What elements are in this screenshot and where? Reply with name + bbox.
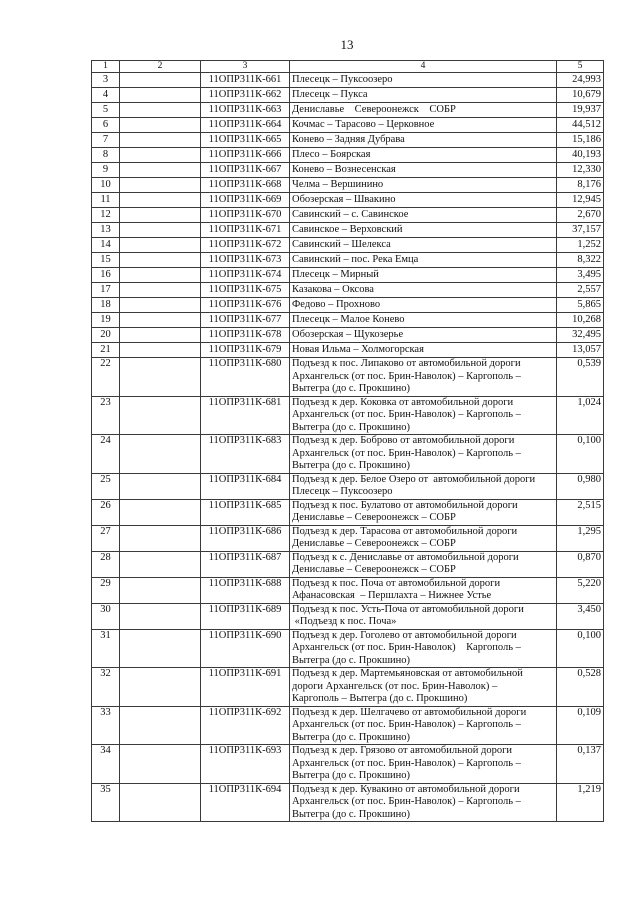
road-name-line: Новая Ильма – Холмогорская [292,344,424,355]
road-name-line: Дениславье – Североонежск – СОБР [292,564,456,575]
road-name-cell [290,396,557,435]
table-row [92,163,604,178]
row-number-cell: 14 [92,238,120,253]
road-name-line: Дениславье Североонежск СОБР [292,104,456,115]
empty-cell [120,551,201,577]
table-row [92,298,604,313]
road-name-line: Вытегра (до с. Прокшино) [292,731,411,743]
road-name-line: Плесецк – Пукса [292,89,368,100]
road-name-line: Федово – Прохново [292,299,381,310]
road-name-cell [290,163,557,178]
road-name-line: Дениславье – Североонежск – СОБР [292,512,456,523]
road-name-cell [290,148,557,163]
road-name-cell [290,133,557,148]
road-name-cell [290,745,557,784]
road-name-line: Подъезд к дер. Тарасова от автомобильной дороги [292,525,518,537]
road-name-line: Плесецк – Пуксоозеро [292,486,393,497]
table-row [92,343,604,358]
road-length-cell: 37,157 [557,223,604,238]
road-name-line: Вытегра (до с. Прокшино) [292,421,411,433]
road-length-cell: 10,679 [557,88,604,103]
road-length-cell: 32,495 [557,328,604,343]
empty-cell [120,525,201,551]
road-name-line: Каргополь – Вытегра (до с. Прокшино) [292,693,468,704]
road-name-cell [290,499,557,525]
empty-cell [120,473,201,499]
road-length-cell: 2,557 [557,283,604,298]
row-number-cell: 20 [92,328,120,343]
road-name-line: Подъезд к дер. Гоголево от автомобильной дороги [292,629,517,641]
empty-cell [120,603,201,629]
road-length-cell: 40,193 [557,148,604,163]
header-cell-4: 4 [290,61,557,73]
road-name-cell [290,473,557,499]
road-length-cell: 1,252 [557,238,604,253]
road-length-cell: 44,512 [557,118,604,133]
road-length-cell: 0,980 [557,473,604,499]
row-number-cell: 30 [92,603,120,629]
road-code-cell: 11ОПР311К-678 [201,328,290,343]
road-code-cell: 11ОПР311К-686 [201,525,290,551]
road-name-line: Подъезд к пос. Булатово от автомобильной дороги [292,499,518,511]
road-code-cell: 11ОПР311К-669 [201,193,290,208]
road-code-cell: 11ОПР311К-672 [201,238,290,253]
road-name-cell [290,73,557,88]
road-name-cell [290,103,557,118]
header-cell-1: 1 [92,61,120,73]
road-list-table [91,60,604,822]
header-cell-5: 5 [557,61,604,73]
row-number-cell: 13 [92,223,120,238]
row-number-cell: 5 [92,103,120,118]
road-length-cell: 5,220 [557,577,604,603]
table-row [92,268,604,283]
row-number-cell: 29 [92,577,120,603]
road-name-cell [290,603,557,629]
table-row [92,577,604,603]
road-length-cell: 12,330 [557,163,604,178]
road-name-line: Плесецк – Пуксоозеро [292,74,393,85]
road-name-line: Савинский – пос. Река Емца [292,254,419,265]
road-code-cell: 11ОПР311К-687 [201,551,290,577]
road-name-cell [290,298,557,313]
road-name-cell [290,783,557,822]
row-number-cell: 35 [92,783,120,822]
empty-cell [120,298,201,313]
road-name-cell [290,193,557,208]
header-cell-3: 3 [201,61,290,73]
road-length-cell: 0,870 [557,551,604,577]
road-name-cell [290,551,557,577]
road-name-line: Архангельск (от пос. Брин-Наволок) Каргополь – [292,642,521,653]
table-row [92,253,604,268]
road-name-line: Подъезд к дер. Кувакино от автомобильной дороги [292,783,520,795]
road-name-line: Подъезд к с. Дениславье от автомобильной дороги [292,551,519,563]
road-name-cell [290,358,557,397]
road-name-line: Вытегра (до с. Прокшино) [292,654,411,666]
road-name-line: Архангельск (от пос. Брин-Наволок) – Каргополь – [292,447,521,459]
table-row [92,103,604,118]
road-name-line: Дениславье – Североонежск – СОБР [292,538,456,549]
road-name-line: Подъезд к пос. Усть-Поча от автомобильной дороги [292,603,524,615]
road-name-cell [290,706,557,745]
road-code-cell: 11ОПР311К-681 [201,396,290,435]
page-number: 13 [340,37,354,52]
road-name-line: Обозерская – Швакино [292,194,396,205]
road-name-cell [290,577,557,603]
row-number-cell: 22 [92,358,120,397]
table-row [92,313,604,328]
table-row [92,208,604,223]
empty-cell [120,148,201,163]
road-name-line: Афанасовская – Першлахта – Нижнее Устье [292,590,492,601]
road-name-cell [290,118,557,133]
road-length-cell: 8,176 [557,178,604,193]
road-code-cell: 11ОПР311К-665 [201,133,290,148]
empty-cell [120,499,201,525]
empty-cell [120,73,201,88]
row-number-cell: 4 [92,88,120,103]
road-code-cell: 11ОПР311К-671 [201,223,290,238]
row-number-cell: 27 [92,525,120,551]
road-name-line: Конево – Задняя Дубрава [292,134,405,145]
road-name-line: «Подъезд к пос. Поча» [292,616,397,627]
road-name-line: Савинский – Шелекса [292,239,391,250]
empty-cell [120,328,201,343]
table-row [92,73,604,88]
empty-cell [120,283,201,298]
road-name-cell [290,525,557,551]
table-row [92,473,604,499]
row-number-cell: 12 [92,208,120,223]
road-name-line: Вытегра (до с. Прокшино) [292,460,411,471]
road-code-cell: 11ОПР311К-691 [201,668,290,707]
road-code-cell: 11ОПР311К-664 [201,118,290,133]
road-name-cell [290,343,557,358]
road-code-cell: 11ОПР311К-688 [201,577,290,603]
empty-cell [120,313,201,328]
road-name-line: Подъезд к пос. Поча от автомобильной дороги [292,577,501,589]
road-code-cell: 11ОПР311К-684 [201,473,290,499]
road-code-cell: 11ОПР311К-668 [201,178,290,193]
road-code-cell: 11ОПР311К-676 [201,298,290,313]
row-number-cell: 9 [92,163,120,178]
row-number-cell: 10 [92,178,120,193]
road-code-cell: 11ОПР311К-685 [201,499,290,525]
road-code-cell: 11ОПР311К-674 [201,268,290,283]
road-length-cell: 0,528 [557,668,604,707]
empty-cell [120,396,201,435]
road-code-cell: 11ОПР311К-673 [201,253,290,268]
road-length-cell: 3,450 [557,603,604,629]
road-name-cell [290,668,557,707]
road-name-line: Архангельск (от пос. Брин-Наволок) – Каргополь – [292,719,521,730]
road-name-line: Подъезд к дер. Белое Озеро от автомобильной дороги [292,473,536,485]
road-name-line: Архангельск (от пос. Брин-Наволок) – Каргополь – [292,757,521,769]
road-code-cell: 11ОПР311К-683 [201,435,290,474]
row-number-cell: 15 [92,253,120,268]
table-row [92,358,604,397]
row-number-cell: 21 [92,343,120,358]
road-length-cell: 1,295 [557,525,604,551]
empty-cell [120,668,201,707]
table-row [92,88,604,103]
table-row [92,525,604,551]
table-row [92,283,604,298]
table-row [92,668,604,707]
road-name-line: Казакова – Оксова [292,284,374,295]
road-code-cell: 11ОПР311К-666 [201,148,290,163]
road-code-cell: 11ОПР311К-662 [201,88,290,103]
row-number-cell: 19 [92,313,120,328]
empty-cell [120,193,201,208]
road-name-line: Вытегра (до с. Прокшино) [292,770,411,781]
road-name-line: Архангельск (от пос. Брин-Наволок) – Каргополь – [292,796,521,807]
road-length-cell: 0,100 [557,435,604,474]
road-name-cell [290,88,557,103]
table-row [92,328,604,343]
empty-cell [120,745,201,784]
empty-cell [120,629,201,668]
road-name-line: Подъезд к дер. Боброво от автомобильной дороги [292,435,515,446]
empty-cell [120,253,201,268]
road-name-cell [290,208,557,223]
table-row [92,706,604,745]
row-number-cell: 18 [92,298,120,313]
table-row [92,396,604,435]
table-row [92,783,604,822]
road-code-cell: 11ОПР311К-663 [201,103,290,118]
road-length-cell: 2,670 [557,208,604,223]
table-row [92,629,604,668]
road-length-cell: 13,057 [557,343,604,358]
road-length-cell: 3,495 [557,268,604,283]
road-name-line: Челма – Вершинино [292,179,384,190]
road-name-cell [290,253,557,268]
road-name-line: Подъезд к дер. Мартемьяновская от автомобильной [292,668,523,679]
empty-cell [120,208,201,223]
road-name-cell [290,313,557,328]
road-name-cell [290,268,557,283]
road-length-cell: 8,322 [557,253,604,268]
row-number-cell: 7 [92,133,120,148]
header-row [92,61,604,73]
table-row [92,148,604,163]
road-name-line: Архангельск (от пос. Брин-Наволок) – Каргополь – [292,409,521,420]
table-row [92,223,604,238]
road-code-cell: 11ОПР311К-692 [201,706,290,745]
table-header [92,61,604,73]
road-name-line: Архангельск (от пос. Брин-Наволок) – Каргополь – [292,370,521,382]
road-code-cell: 11ОПР311К-679 [201,343,290,358]
row-number-cell: 16 [92,268,120,283]
empty-cell [120,223,201,238]
road-length-cell: 15,186 [557,133,604,148]
road-code-cell: 11ОПР311К-694 [201,783,290,822]
road-code-cell: 11ОПР311К-670 [201,208,290,223]
road-name-cell [290,328,557,343]
road-name-line: Подъезд к дер. Грязово от автомобильной дороги [292,745,513,756]
row-number-cell: 23 [92,396,120,435]
road-name-cell [290,178,557,193]
empty-cell [120,238,201,253]
road-name-line: Подъезд к пос. Липаково от автомобильной дороги [292,358,521,369]
road-length-cell: 1,024 [557,396,604,435]
road-name-line: Обозерская – Щукозерье [292,329,404,340]
road-code-cell: 11ОПР311К-675 [201,283,290,298]
table-row [92,178,604,193]
road-code-cell: 11ОПР311К-680 [201,358,290,397]
road-code-cell: 11ОПР311К-677 [201,313,290,328]
road-name-cell [290,238,557,253]
road-name-cell [290,435,557,474]
empty-cell [120,163,201,178]
road-name-cell [290,283,557,298]
road-name-line: дороги Архангельск (от пос. Брин-Наволок) – [292,680,498,692]
road-name-line: Плесецк – Малое Конево [292,314,405,325]
road-length-cell: 5,865 [557,298,604,313]
header-cell-2: 2 [120,61,201,73]
empty-cell [120,706,201,745]
row-number-cell: 17 [92,283,120,298]
road-name-line: Вытегра (до с. Прокшино) [292,808,411,820]
row-number-cell: 34 [92,745,120,784]
row-number-cell: 11 [92,193,120,208]
road-length-cell: 19,937 [557,103,604,118]
table-row [92,603,604,629]
row-number-cell: 31 [92,629,120,668]
empty-cell [120,178,201,193]
road-length-cell: 10,268 [557,313,604,328]
row-number-cell: 6 [92,118,120,133]
road-code-cell: 11ОПР311К-689 [201,603,290,629]
road-name-line: Савинский – с. Савинское [292,209,409,220]
row-number-cell: 24 [92,435,120,474]
road-name-line: Кочмас – Тарасово – Церковное [292,119,435,130]
row-number-cell: 3 [92,73,120,88]
table-row [92,133,604,148]
road-length-cell: 1,219 [557,783,604,822]
empty-cell [120,358,201,397]
road-length-cell: 0,539 [557,358,604,397]
road-name-line: Плесецк – Мирный [292,269,379,280]
empty-cell [120,783,201,822]
table-row [92,193,604,208]
empty-cell [120,118,201,133]
road-length-cell: 0,100 [557,629,604,668]
road-length-cell: 0,109 [557,706,604,745]
road-length-cell: 2,515 [557,499,604,525]
road-name-line: Плесо – Боярская [292,149,371,160]
table-row [92,499,604,525]
table-body [92,73,604,822]
row-number-cell: 25 [92,473,120,499]
empty-cell [120,103,201,118]
row-number-cell: 8 [92,148,120,163]
empty-cell [120,133,201,148]
road-length-cell: 12,945 [557,193,604,208]
table-row [92,745,604,784]
road-name-cell [290,223,557,238]
table-row [92,551,604,577]
empty-cell [120,88,201,103]
row-number-cell: 28 [92,551,120,577]
road-name-line: Подъезд к дер. Шелгачево от автомобильной дороги [292,706,527,718]
road-length-cell: 24,993 [557,73,604,88]
road-code-cell: 11ОПР311К-661 [201,73,290,88]
road-name-line: Подъезд к дер. Коковка от автомобильной дороги [292,396,514,408]
road-code-cell: 11ОПР311К-690 [201,629,290,668]
road-name-line: Конево – Вознесенская [292,164,396,175]
table-row [92,118,604,133]
road-name-line: Вытегра (до с. Прокшино) [292,383,411,394]
road-code-cell: 11ОПР311К-667 [201,163,290,178]
row-number-cell: 26 [92,499,120,525]
row-number-cell: 32 [92,668,120,707]
road-name-line: Савинское – Верховский [292,224,403,235]
empty-cell [120,268,201,283]
empty-cell [120,435,201,474]
row-number-cell: 33 [92,706,120,745]
road-name-cell [290,629,557,668]
road-length-cell: 0,137 [557,745,604,784]
empty-cell [120,343,201,358]
table-row [92,435,604,474]
table-row [92,238,604,253]
road-code-cell: 11ОПР311К-693 [201,745,290,784]
empty-cell [120,577,201,603]
